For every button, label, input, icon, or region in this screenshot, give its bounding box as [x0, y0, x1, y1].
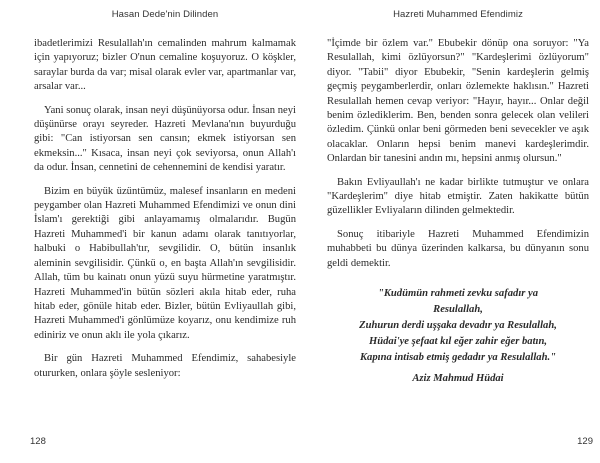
left-paragraph-3: Bizim en büyük üzüntümüz, malesef insanların en medeni peygamber olan Hazreti Muhammed Efendimizi ve onun dini İslam'ı gerektiği gibi anlayamamış olmalarıdır. Bugün Hazreti Muhammed'i bir kanun adamı olarak tanıtıyorlar, halbuki o Habibullah'tır, sevgilidir. O, bütün insanlık aleminin sevgilisidir. Çünkü o, en başta Allah'ın sevgilisidir. Allah, tüm bu kainatı onun yüzü suyu hürmetine yaratmıştır. Hazreti Muhammed'in bütün sözleri akıla hitab eder, ruha hitab eder, gönüle hitab eder. Bizler, bütün Evliyaullah gibi, Hazreti Muhammed'i gönlümüze koyarız, onu kendimize ruh ediniriz ve onun aklı ile yola çıkarız.: [34, 185, 296, 341]
poem-verse-1: "Kudümün rahmeti zevku safadır ya: [377, 288, 539, 300]
left-page: [30, 0, 296, 463]
poem-verse-1-continued: Resulallah,: [433, 304, 483, 316]
left-paragraph-2: Yani sonuç olarak, insan neyi düşünüyorsa odur. İnsan neyi düşünürse orayı seyreder. Hazreti Mevlana'nın buyurduğu gibi: "Can istiyorsan sen cansın; ekmek istiyorsan sen ekmeksin..." Kısaca, insan neyi çok seviyorsa, onun Allah'ı da odur. İnsan, cennetini de cehennemini de kendisi yaratır.: [34, 104, 296, 174]
left-page-number: 128: [30, 436, 46, 447]
left-paragraph-4: Bir gün Hazreti Muhammed Efendimiz, sahabesiyle otururken, onlara şöyle sesleniyor:: [34, 353, 296, 379]
right-body-text: [327, 37, 589, 384]
poem-verse-4: Kapına intisab etmiş gedadır ya Resulallah.": [359, 352, 556, 364]
left-running-head: Hasan Dede'nin Dilinden: [111, 9, 219, 20]
right-paragraph-1: "İçimde bir özlem var." Ebubekir dönüp ona soruyor: "Ya Resulallah, kimi özlüyorsun?" "Kardeşlerimi özlüyorum" diyor. "Tabii" diyor Ebubekir, "Senin kardeşlerin gelmiş geçmiş peygamberlerdir, onları özlemekte haklısın." Hazreti Resulallah hemen cevap veriyor: "Hayır, hayır... Onlar değil benim özlediklerim. Ben, benden sonra gelecek olan velileri özledim. Çünkü onlar beni görmeden beni sevecekler ve aşık olacaklar. Onların hepsi benim manevi kardeşlerimdir. Onlardan bir tanesini andın mı, hepsini anmış olursun.": [327, 38, 589, 165]
left-paragraph-1: ibadetlerimizi Resulallah'ın cemalinden mahrum kalmamak için yapıyoruz; bizler O'nun cemaline koşuyoruz. O köşkler, saraylar burda da var; misal olarak evler var, apartmanlar var, arsalar var...: [34, 38, 296, 93]
poem-quote: [327, 286, 589, 384]
poem-author: Aziz Mahmud Hüdai: [412, 373, 504, 385]
right-paragraph-2: Bakın Evliyaullah'ı ne kadar birlikte tutmuştur ve onlara "Kardeşlerim" diye hitab etmiştir. Zaten hakikatte bütün güzellikler Evliyaların dilinden gelmektedir.: [327, 176, 589, 217]
left-body-text: [34, 37, 296, 390]
right-page-number: 129: [577, 436, 593, 447]
poem-verse-2: Zuhurun derdi uşşaka devadır ya Resulallah,: [359, 320, 557, 332]
right-page: [327, 0, 593, 463]
right-running-head: Hazreti Muhammed Efendimiz: [393, 9, 523, 20]
right-paragraph-3: Sonuç itibariyle Hazreti Muhammed Efendimizin muhabbeti bu dünya üzerinden kalkarsa, bu dünyanın sonu geldi demektir.: [327, 228, 589, 269]
poem-verse-3: Hüdai'ye şefaat kıl eğer zahir eğer batın,: [368, 336, 548, 348]
